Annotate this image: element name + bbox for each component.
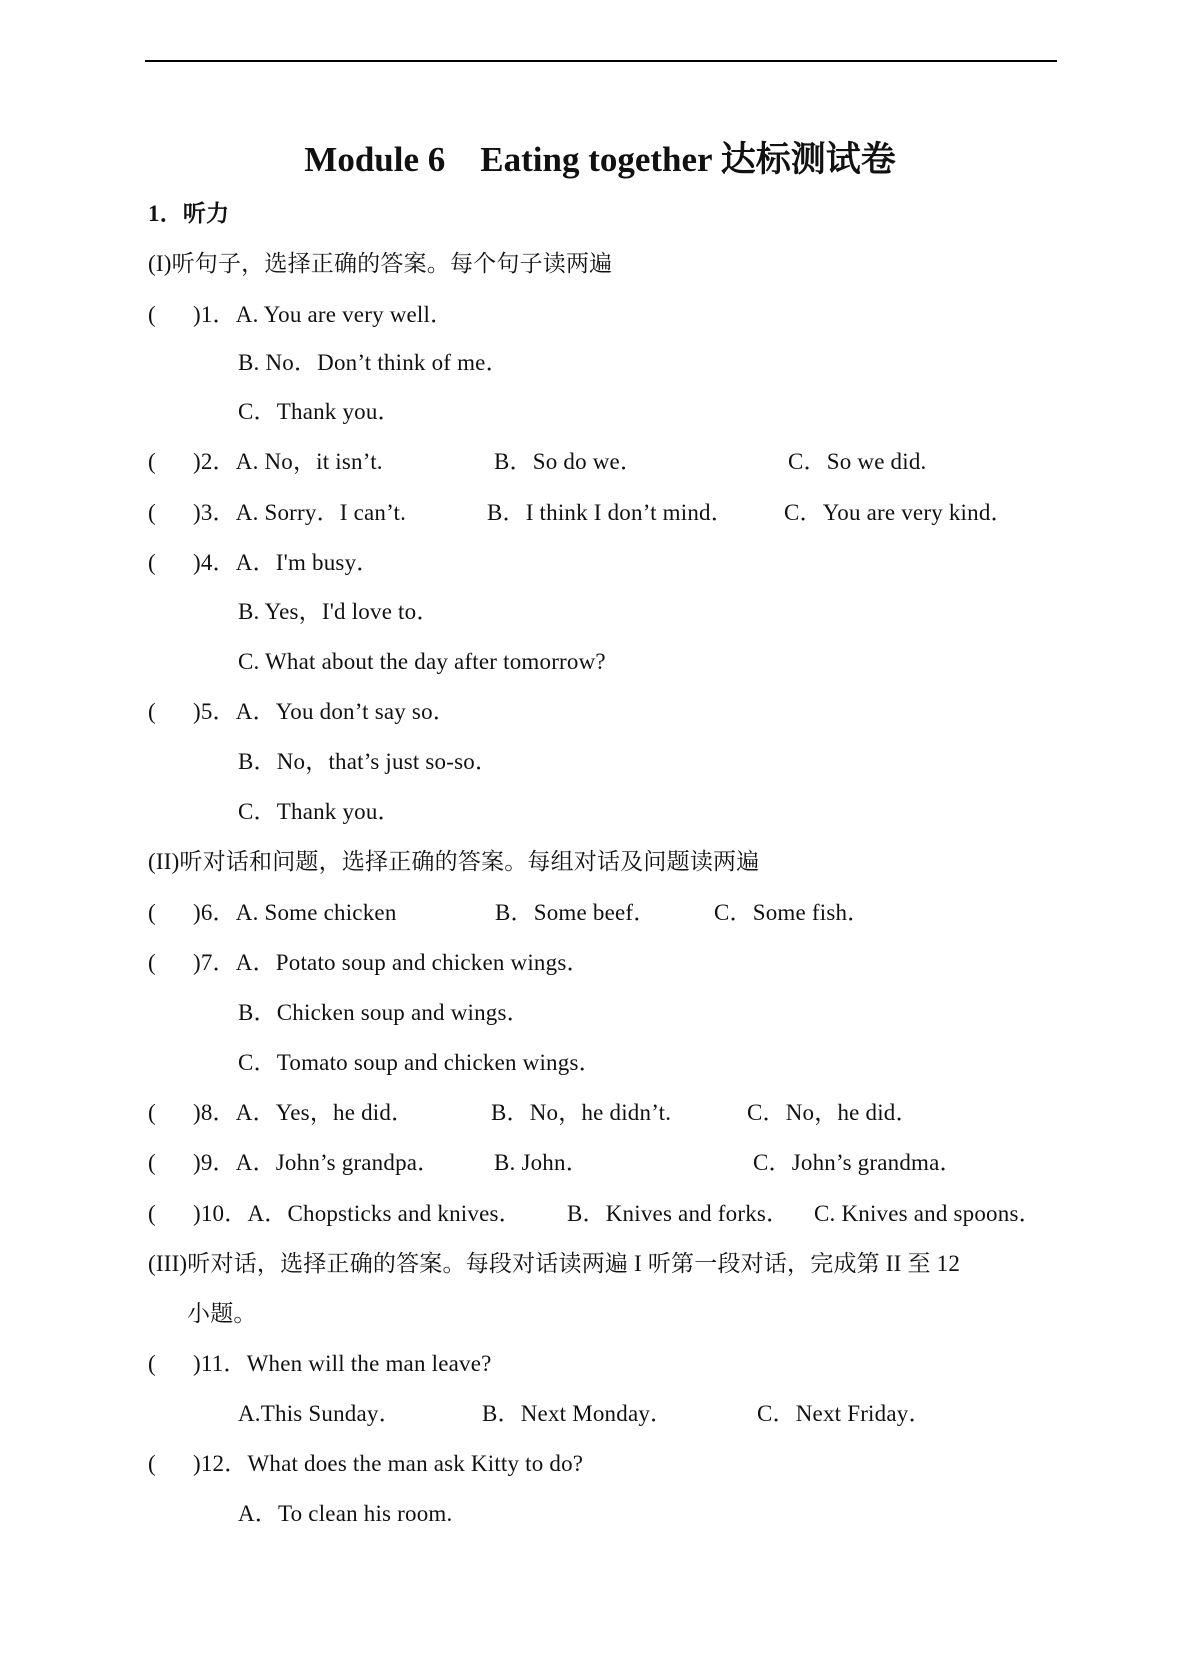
question-9-option-c: C．John’s grandma． [753, 1150, 963, 1175]
question-11-option-c: C．Next Friday． [757, 1401, 932, 1426]
question-2-option-a: )2．A. No，it isn’t. [193, 449, 383, 474]
question-5-option-b: B．No，that’s just so-so． [238, 749, 499, 774]
question-8-option-a: )8．A．Yes，he did． [193, 1100, 415, 1125]
section-heading-1: (I)听句子，选择正确的答案。每个句子读两遍 [148, 251, 613, 276]
question-5-option-c: C．Thank you． [238, 799, 401, 824]
question-7-option-a: )7．A．Potato soup and chicken wings． [193, 950, 590, 975]
question-5-option-a: )5．A．You don’t say so． [193, 699, 456, 724]
answer-bracket: ( [148, 550, 156, 575]
answer-bracket: ( [148, 1150, 156, 1175]
question-12-option-a: A．To clean his room. [238, 1501, 453, 1526]
question-7-option-b: B．Chicken soup and wings． [238, 1000, 530, 1025]
question-6-option-c: C．Some fish． [714, 900, 871, 925]
question-2-option-b: B．So do we． [494, 449, 644, 474]
answer-bracket: ( [148, 900, 156, 925]
question-10-option-c: C. Knives and spoons． [814, 1201, 1042, 1226]
question-2-option-c: C．So we did. [788, 449, 927, 474]
answer-bracket: ( [148, 950, 156, 975]
question-12-stem: )12．What does the man ask Kitty to do? [193, 1451, 584, 1476]
answer-bracket: ( [148, 1100, 156, 1125]
question-6-option-a: )6．A. Some chicken [193, 900, 397, 925]
answer-bracket: ( [148, 1201, 156, 1226]
answer-bracket: ( [148, 1351, 156, 1376]
page-title: Module 6 Eating together 达标测试卷 [304, 140, 896, 179]
answer-bracket: ( [148, 302, 156, 327]
question-3-option-c: C．You are very kind． [784, 500, 1014, 525]
question-3-option-b: B．I think I don’t mind． [487, 500, 734, 525]
question-7-option-c: C．Tomato soup and chicken wings． [238, 1050, 602, 1075]
question-11-stem: )11．When will the man leave? [193, 1351, 492, 1376]
answer-bracket: ( [148, 500, 156, 525]
question-9-option-a: )9．A．John’s grandpa． [193, 1150, 441, 1175]
question-1-option-c: C．Thank you． [238, 399, 401, 424]
section-heading-2: (II)听对话和问题，选择正确的答案。每组对话及问题读两遍 [148, 849, 760, 874]
question-1-option-a: )1．A. You are very well． [193, 302, 454, 327]
header-rule [145, 60, 1057, 62]
question-4-option-a: )4．A．I'm busy． [193, 550, 380, 575]
part-heading-listening: 1．听力 [148, 201, 230, 226]
question-11-option-b: B．Next Monday． [482, 1401, 674, 1426]
question-4-option-b: B. Yes，I'd love to． [238, 599, 440, 624]
question-6-option-b: B．Some beef． [495, 900, 657, 925]
answer-bracket: ( [148, 1451, 156, 1476]
question-11-option-a: A.This Sunday． [238, 1401, 402, 1426]
question-4-option-c: C. What about the day after tomorrow? [238, 649, 606, 674]
question-9-option-b: B. John． [494, 1150, 589, 1175]
question-1-option-b: B. No．Don’t think of me． [238, 350, 509, 375]
question-10-option-a: )10．A．Chopsticks and knives． [193, 1201, 522, 1226]
question-3-option-a: )3．A. Sorry．I can’t. [193, 500, 407, 525]
question-8-option-c: C．No，he did． [747, 1100, 919, 1125]
answer-bracket: ( [148, 699, 156, 724]
section-heading-3: (III)听对话，选择正确的答案。每段对话读两遍 I 听第一段对话，完成第 II 至 12 [148, 1251, 961, 1276]
answer-bracket: ( [148, 449, 156, 474]
question-8-option-b: B．No，he didn’t. [491, 1100, 672, 1125]
question-10-option-b: B．Knives and forks． [567, 1201, 790, 1226]
section-heading-3-continued: 小题。 [187, 1301, 257, 1326]
